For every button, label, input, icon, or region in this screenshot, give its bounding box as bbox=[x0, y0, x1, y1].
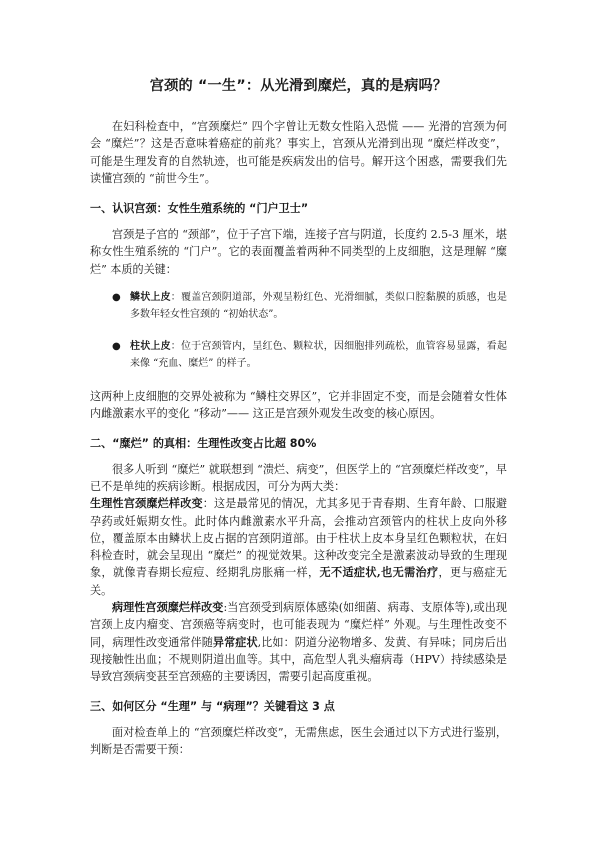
physiological-text-a: ：这是最常见的情况，尤其多见于青春期、生育年龄、口服避孕药或妊娠期女性。此时体内雌激素水平升高，会推动宫颈管内的柱状上皮向外移位，覆盖原本由鳞状上皮占据的宫颈阴道部。由于柱状上皮本身呈红色颗粒状，在妇科检查时，就会呈现出 “糜烂” 的视觉效果。这种改变完全是激素波动导致的生理现象，就像青春期长痘痘、经期乳房胀痛一样， bbox=[90, 497, 507, 580]
section-2-paragraph-1: 很多人听到 “糜烂” 就联想到 “溃烂、病变”，但医学上的 “宫颈糜烂样改变”，早已不是单纯的疾病诊断。根据成因，可分为两大类： bbox=[90, 462, 507, 493]
physiological-paragraph bbox=[90, 495, 507, 599]
pathological-term: 病理性宫颈糜烂样改变 bbox=[112, 601, 224, 615]
section-1-paragraph-1: 宫颈是子宫的 “颈部”，位于子宫下端，连接子宫与阴道，长度约 2.5-3 厘米，堪称女性生殖系统的 “门户”。它的表面覆盖着两种不同类型的上皮细胞，这是理解 “糜烂” 本质的关键： bbox=[90, 228, 507, 276]
list-item bbox=[112, 290, 507, 323]
physiological-text-b: ，更与癌症无关。 bbox=[90, 566, 507, 597]
epithelium-list bbox=[90, 290, 507, 372]
section-2-heading: 二、“糜烂” 的真相：生理性改变占比超 80% bbox=[90, 436, 317, 450]
pathological-paragraph bbox=[90, 599, 507, 685]
list-item-term: 柱状上皮 bbox=[130, 341, 171, 353]
pathological-text-a: :当宫颈受到病原体感染(如细菌、病毒、支原体等),或出现宫颈上皮内瘤变、宫颈癌等病变时，也可能表现为 “糜烂样” 外观。与生理性改变不同，病理性改变通常伴随 bbox=[90, 601, 507, 649]
physiological-emphasis: 无不适症状,也无需治疗 bbox=[319, 566, 439, 580]
intro-paragraph: 在妇科检查中，“宫颈糜烂” 四个字曾让无数女性陷入恐慌 —— 光滑的宫颈为何会 “糜烂”？这是否意味着癌症的前兆？事实上，宫颈从光滑到出现 “糜烂样改变”，可能是生理发育的自然轨迹，也可能是疾病发出的信号。解开这个困惑，需要我们先读懂宫颈的 “前世今生”。 bbox=[90, 120, 507, 185]
bullet-dot-icon: ● bbox=[112, 341, 121, 353]
pathological-emphasis: 异常症状 bbox=[212, 635, 258, 649]
bullet-dot-icon: ● bbox=[112, 292, 121, 304]
list-item-term: 鳞状上皮 bbox=[130, 292, 171, 304]
list-item-text: ：覆盖宫颈阴道部，外观呈粉红色、光滑细腻，类似口腔黏膜的质感，也是多数年轻女性宫颈的 “初始状态”。 bbox=[130, 292, 508, 320]
section-3-heading: 三、如何区分 “生理” 与 “病理”？关键看这 3 点 bbox=[90, 699, 335, 713]
section-3-paragraph-1: 面对检查单上的 “宫颈糜烂样改变”，无需焦虑，医生会通过以下方式进行鉴别，判断是否需要干预： bbox=[90, 725, 507, 756]
section-1-heading: 一、认识宫颈：女性生殖系统的 “门户卫士” bbox=[90, 202, 309, 216]
pathological-text-b: ,比如：阴道分泌物增多、发黄、有异味；同房后出现接触性出血；不规则阴道出血等。其中，高危型人乳头瘤病毒（HPV）持续感染是导致宫颈病变甚至宫颈癌的主要诱因，需要引起高度重视。 bbox=[90, 635, 507, 684]
section-1-paragraph-2: 这两种上皮细胞的交界处被称为 “鳞柱交界区”，它并非固定不变，而是会随着女性体内雌激素水平的变化 “移动”—— 这正是宫颈外观发生改变的核心原因。 bbox=[90, 390, 507, 421]
physiological-term: 生理性宫颈糜烂样改变 bbox=[90, 497, 203, 511]
list-item-text: ：位于宫颈管内，呈红色、颗粒状，因细胞排列疏松，血管容易显露，看起来像 “充血、糜烂” 的样子。 bbox=[130, 341, 508, 369]
list-item bbox=[112, 339, 507, 372]
page-title: 宫颈的 “一生”：从光滑到糜烂，真的是病吗？ bbox=[149, 78, 448, 94]
